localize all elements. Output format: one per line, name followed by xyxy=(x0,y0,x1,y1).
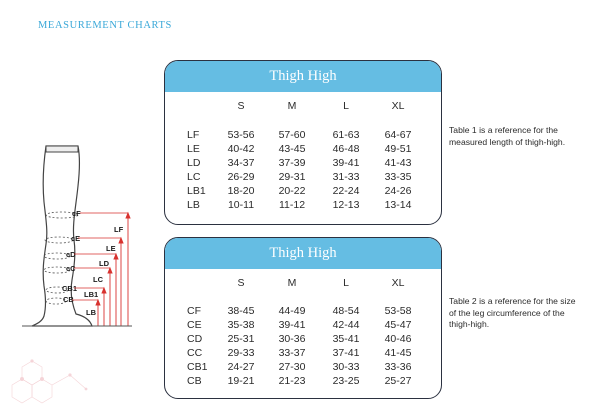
size-header: L xyxy=(343,100,349,112)
row-label: CD xyxy=(187,333,203,345)
table-cell: 20-22 xyxy=(278,185,306,197)
table-row xyxy=(165,198,441,212)
table-cell: 13-14 xyxy=(384,199,412,211)
diagram-label-lf: LF xyxy=(114,225,124,234)
diagram-label-cd: cD xyxy=(66,250,76,259)
table-cell: 24-26 xyxy=(384,185,412,197)
table-cell: 33-35 xyxy=(384,171,412,183)
table-cell: 41-43 xyxy=(384,157,412,169)
size-header: XL xyxy=(391,277,405,289)
diagram-label-lb: LB xyxy=(86,308,96,317)
table-cell: 53-58 xyxy=(384,305,412,317)
table-cell: 42-44 xyxy=(332,319,360,331)
table-row xyxy=(165,374,441,388)
circumference-mark-ce xyxy=(45,237,73,243)
diagram-label-lc: LC xyxy=(93,275,103,284)
table-cell: 29-31 xyxy=(278,171,306,183)
table-cell: 26-29 xyxy=(227,171,255,183)
table-row xyxy=(165,360,441,374)
row-label: CB1 xyxy=(187,361,208,373)
size-header: L xyxy=(343,277,349,289)
table-row xyxy=(165,184,441,198)
row-label: LD xyxy=(187,157,201,169)
table-cell: 39-41 xyxy=(332,157,360,169)
table-cell: 46-48 xyxy=(332,143,360,155)
diagram-label-cb1: CB1 xyxy=(62,284,78,293)
table-cell: 57-60 xyxy=(278,129,306,141)
table-cell: 30-36 xyxy=(278,333,306,345)
table-row xyxy=(165,346,441,360)
table-cell: 33-36 xyxy=(384,361,412,373)
table-cell: 38-45 xyxy=(227,305,255,317)
table-cell: 49-51 xyxy=(384,143,412,155)
thigh-band xyxy=(46,146,78,152)
table-cell: 64-67 xyxy=(384,129,412,141)
table-cell: 33-37 xyxy=(278,347,306,359)
table-cell: 48-54 xyxy=(332,305,360,317)
table-row xyxy=(165,142,441,156)
table-1-note: Table 1 is a reference for the measured length of thigh-high. xyxy=(449,125,566,147)
diagram-label-ce: cE xyxy=(71,234,81,243)
size-header: M xyxy=(287,100,297,112)
table-row xyxy=(165,318,441,332)
table-cell: 41-45 xyxy=(384,347,412,359)
row-label: LB1 xyxy=(187,185,206,197)
table-row xyxy=(165,128,441,142)
table-cell: 24-27 xyxy=(227,361,255,373)
table-cell: 53-56 xyxy=(227,129,255,141)
table-cell: 12-13 xyxy=(332,199,360,211)
decorative-pattern xyxy=(0,345,120,410)
diagram-label-le: LE xyxy=(106,244,116,253)
table-cell: 37-41 xyxy=(332,347,360,359)
diagram-label-lb1: LB1 xyxy=(84,290,99,299)
diagram-label-cf: cF xyxy=(72,209,81,218)
row-label: LE xyxy=(187,143,200,155)
table-cell: 25-31 xyxy=(227,333,255,345)
table-cell: 21-23 xyxy=(278,375,306,387)
leg-outline xyxy=(32,146,92,326)
table-cell: 18-20 xyxy=(227,185,255,197)
table-title: Thigh High xyxy=(165,61,441,92)
table-cell: 22-24 xyxy=(332,185,360,197)
size-header: XL xyxy=(391,100,405,112)
diagram-label-cb: CB xyxy=(63,295,74,304)
size-header-row xyxy=(165,96,441,114)
size-header-row xyxy=(165,273,441,291)
leg-diagram xyxy=(0,120,140,335)
table-cell: 40-46 xyxy=(384,333,412,345)
row-label: LF xyxy=(187,129,200,141)
table-cell: 19-21 xyxy=(227,375,255,387)
table-cell: 25-27 xyxy=(384,375,412,387)
table-row xyxy=(165,304,441,318)
row-label: CB xyxy=(187,375,202,387)
size-header: S xyxy=(237,277,245,289)
row-label: LB xyxy=(187,199,200,211)
table-cell: 34-37 xyxy=(227,157,255,169)
size-header: M xyxy=(287,277,297,289)
table-cell: 29-33 xyxy=(227,347,255,359)
table-cell: 10-11 xyxy=(227,199,255,211)
table-title: Thigh High xyxy=(165,238,441,269)
size-header: S xyxy=(237,100,245,112)
diagram-label-cc: cC xyxy=(66,264,76,273)
table-cell: 23-25 xyxy=(332,375,360,387)
circumference-table-card xyxy=(164,237,442,399)
table-cell: 39-41 xyxy=(278,319,306,331)
table-cell: 40-42 xyxy=(227,143,255,155)
page-title: MEASUREMENT CHARTS xyxy=(38,20,172,31)
table-cell: 45-47 xyxy=(384,319,412,331)
table-2-note: Table 2 is a reference for the size of the leg circumference of the thigh-high. xyxy=(449,296,576,329)
row-label: CE xyxy=(187,319,202,331)
table-cell: 27-30 xyxy=(278,361,306,373)
row-label: CC xyxy=(187,347,203,359)
table-cell: 31-33 xyxy=(332,171,360,183)
table-row xyxy=(165,332,441,346)
row-label: CF xyxy=(187,305,201,317)
diagram-label-ld: LD xyxy=(99,259,109,268)
table-cell: 30-33 xyxy=(332,361,360,373)
table-cell: 43-45 xyxy=(278,143,306,155)
table-cell: 35-41 xyxy=(332,333,360,345)
length-table-card xyxy=(164,60,442,225)
table-row xyxy=(165,156,441,170)
table-row xyxy=(165,170,441,184)
row-label: LC xyxy=(187,171,201,183)
table-cell: 61-63 xyxy=(332,129,360,141)
table-cell: 37-39 xyxy=(278,157,306,169)
table-cell: 44-49 xyxy=(278,305,306,317)
table-cell: 11-12 xyxy=(278,199,306,211)
table-cell: 35-38 xyxy=(227,319,255,331)
